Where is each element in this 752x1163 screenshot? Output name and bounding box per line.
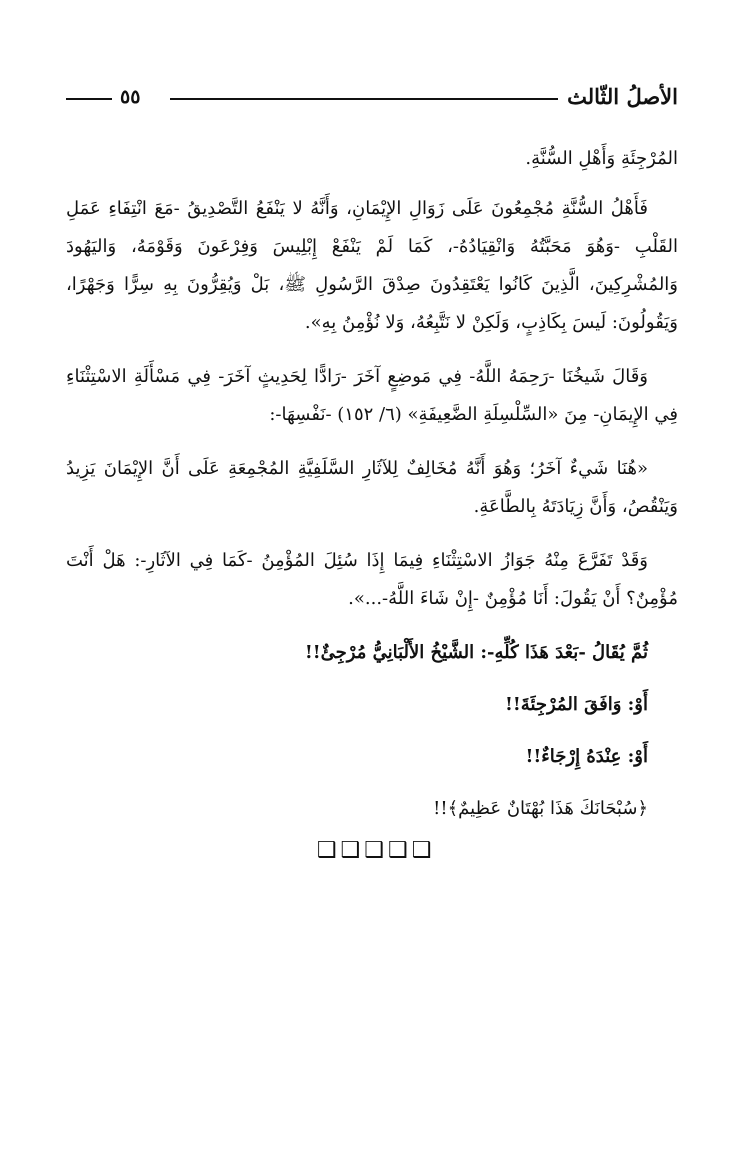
line-quran-verse: ﴿سُبْحَانَكَ هَذَا بُهْتَانٌ عَظِيمٌ﴾!! xyxy=(433,798,648,819)
body-text xyxy=(66,140,678,842)
paragraph-continuation: المُرْجِئَةِ وَأَهْلِ السُّنَّةِ. xyxy=(525,148,678,169)
line-agreed-murjia: أَوْ: وَافَقَ المُرْجِئَةَ!! xyxy=(504,694,648,715)
paragraph-shaykh-quote-intro: وَقَالَ شَيخُنَا -رَحِمَهُ اللَّهُ- فِي مَوضِعٍ آخَرَ -رَادًّا لِحَدِيثٍ آخَرَ- فِي مَسْأَلَةِ الاسْتِثْنَاءِ فِي الإِيمَانِ- مِنَ «السِّلْسِلَةِ الضَّعِيفَةِ» (٦/ ١٥٢) -نَفْسِهَا-: xyxy=(66,366,678,425)
paragraph-istithna: وَقَدْ تَفَرَّعَ مِنْهُ جَوَازُ الاسْتِثْنَاءِ فِيمَا إِذَا سُئِلَ المُؤْمِنُ -كَمَا فِي الآثَارِ-: هَلْ أَنْتَ مُؤْمِنٌ؟ أَنْ يَقُولَ: أَنَا مُؤْمِنٌ -إِنْ شَاءَ اللَّهُ-...». xyxy=(66,550,678,609)
line-has-irja: أَوْ: عِنْدَهُ إِرْجَاءٌ!! xyxy=(525,746,648,767)
line-albani-murji: ثُمَّ يُقَالُ -بَعْدَ هَذَا كُلِّهِ-: الشَّيْخُ الأَلْبَانِيُّ مُرْجِئٌ!! xyxy=(304,642,648,663)
page-number-rule xyxy=(66,98,112,100)
header-rule xyxy=(170,98,558,100)
page-header xyxy=(66,82,678,116)
paragraph-quote: «هُنَا شَيءٌ آخَرُ؛ وَهُوَ أَنَّهُ مُخَالِفٌ لِلآثَارِ السَّلَفِيَّةِ المُجْمِعَةِ عَلَى أَنَّ الإِيْمَانَ يَزِيدُ وَيَنْقُصُ، وَأَنَّ زِيَادَتَهُ بِالطَّاعَةِ. xyxy=(66,458,678,517)
paragraph-ahl-sunnah: فَأَهْلُ السُّنَّةِ مُجْمِعُونَ عَلَى زَوَالِ الإِيْمَانِ، وَأَنَّهُ لا يَنْفَعُ التَّصْدِيقُ -مَعَ انْتِفَاءِ عَمَلِ القَلْبِ -وَهُوَ مَحَبَّتُهُ وَانْقِيَادُهُ-، كَمَا لَمْ يَنْفَعْ إِبْلِيسَ وَفِرْعَونَ وَقَوْمَهُ، وَاليَهُودَ وَالمُشْرِكِينَ، الَّذِينَ كَانُوا يَعْتَقِدُونَ صِدْقَ الرَّسُولِ ﷺ، بَلْ وَيُقِرُّونَ بِهِ سِرًّا وَجَهْرًا، وَيَقُولُونَ: لَيسَ بِكَاذِبٍ، وَلَكِنْ لا نَتَّبِعُهُ، وَلا نُؤْمِنُ بِهِ». xyxy=(66,198,678,333)
page-number: ٥٥ xyxy=(120,86,141,108)
end-of-section-marks: ❑❑❑❑❑ xyxy=(316,838,436,863)
running-title: الأصلُ الثّالث xyxy=(567,84,678,109)
